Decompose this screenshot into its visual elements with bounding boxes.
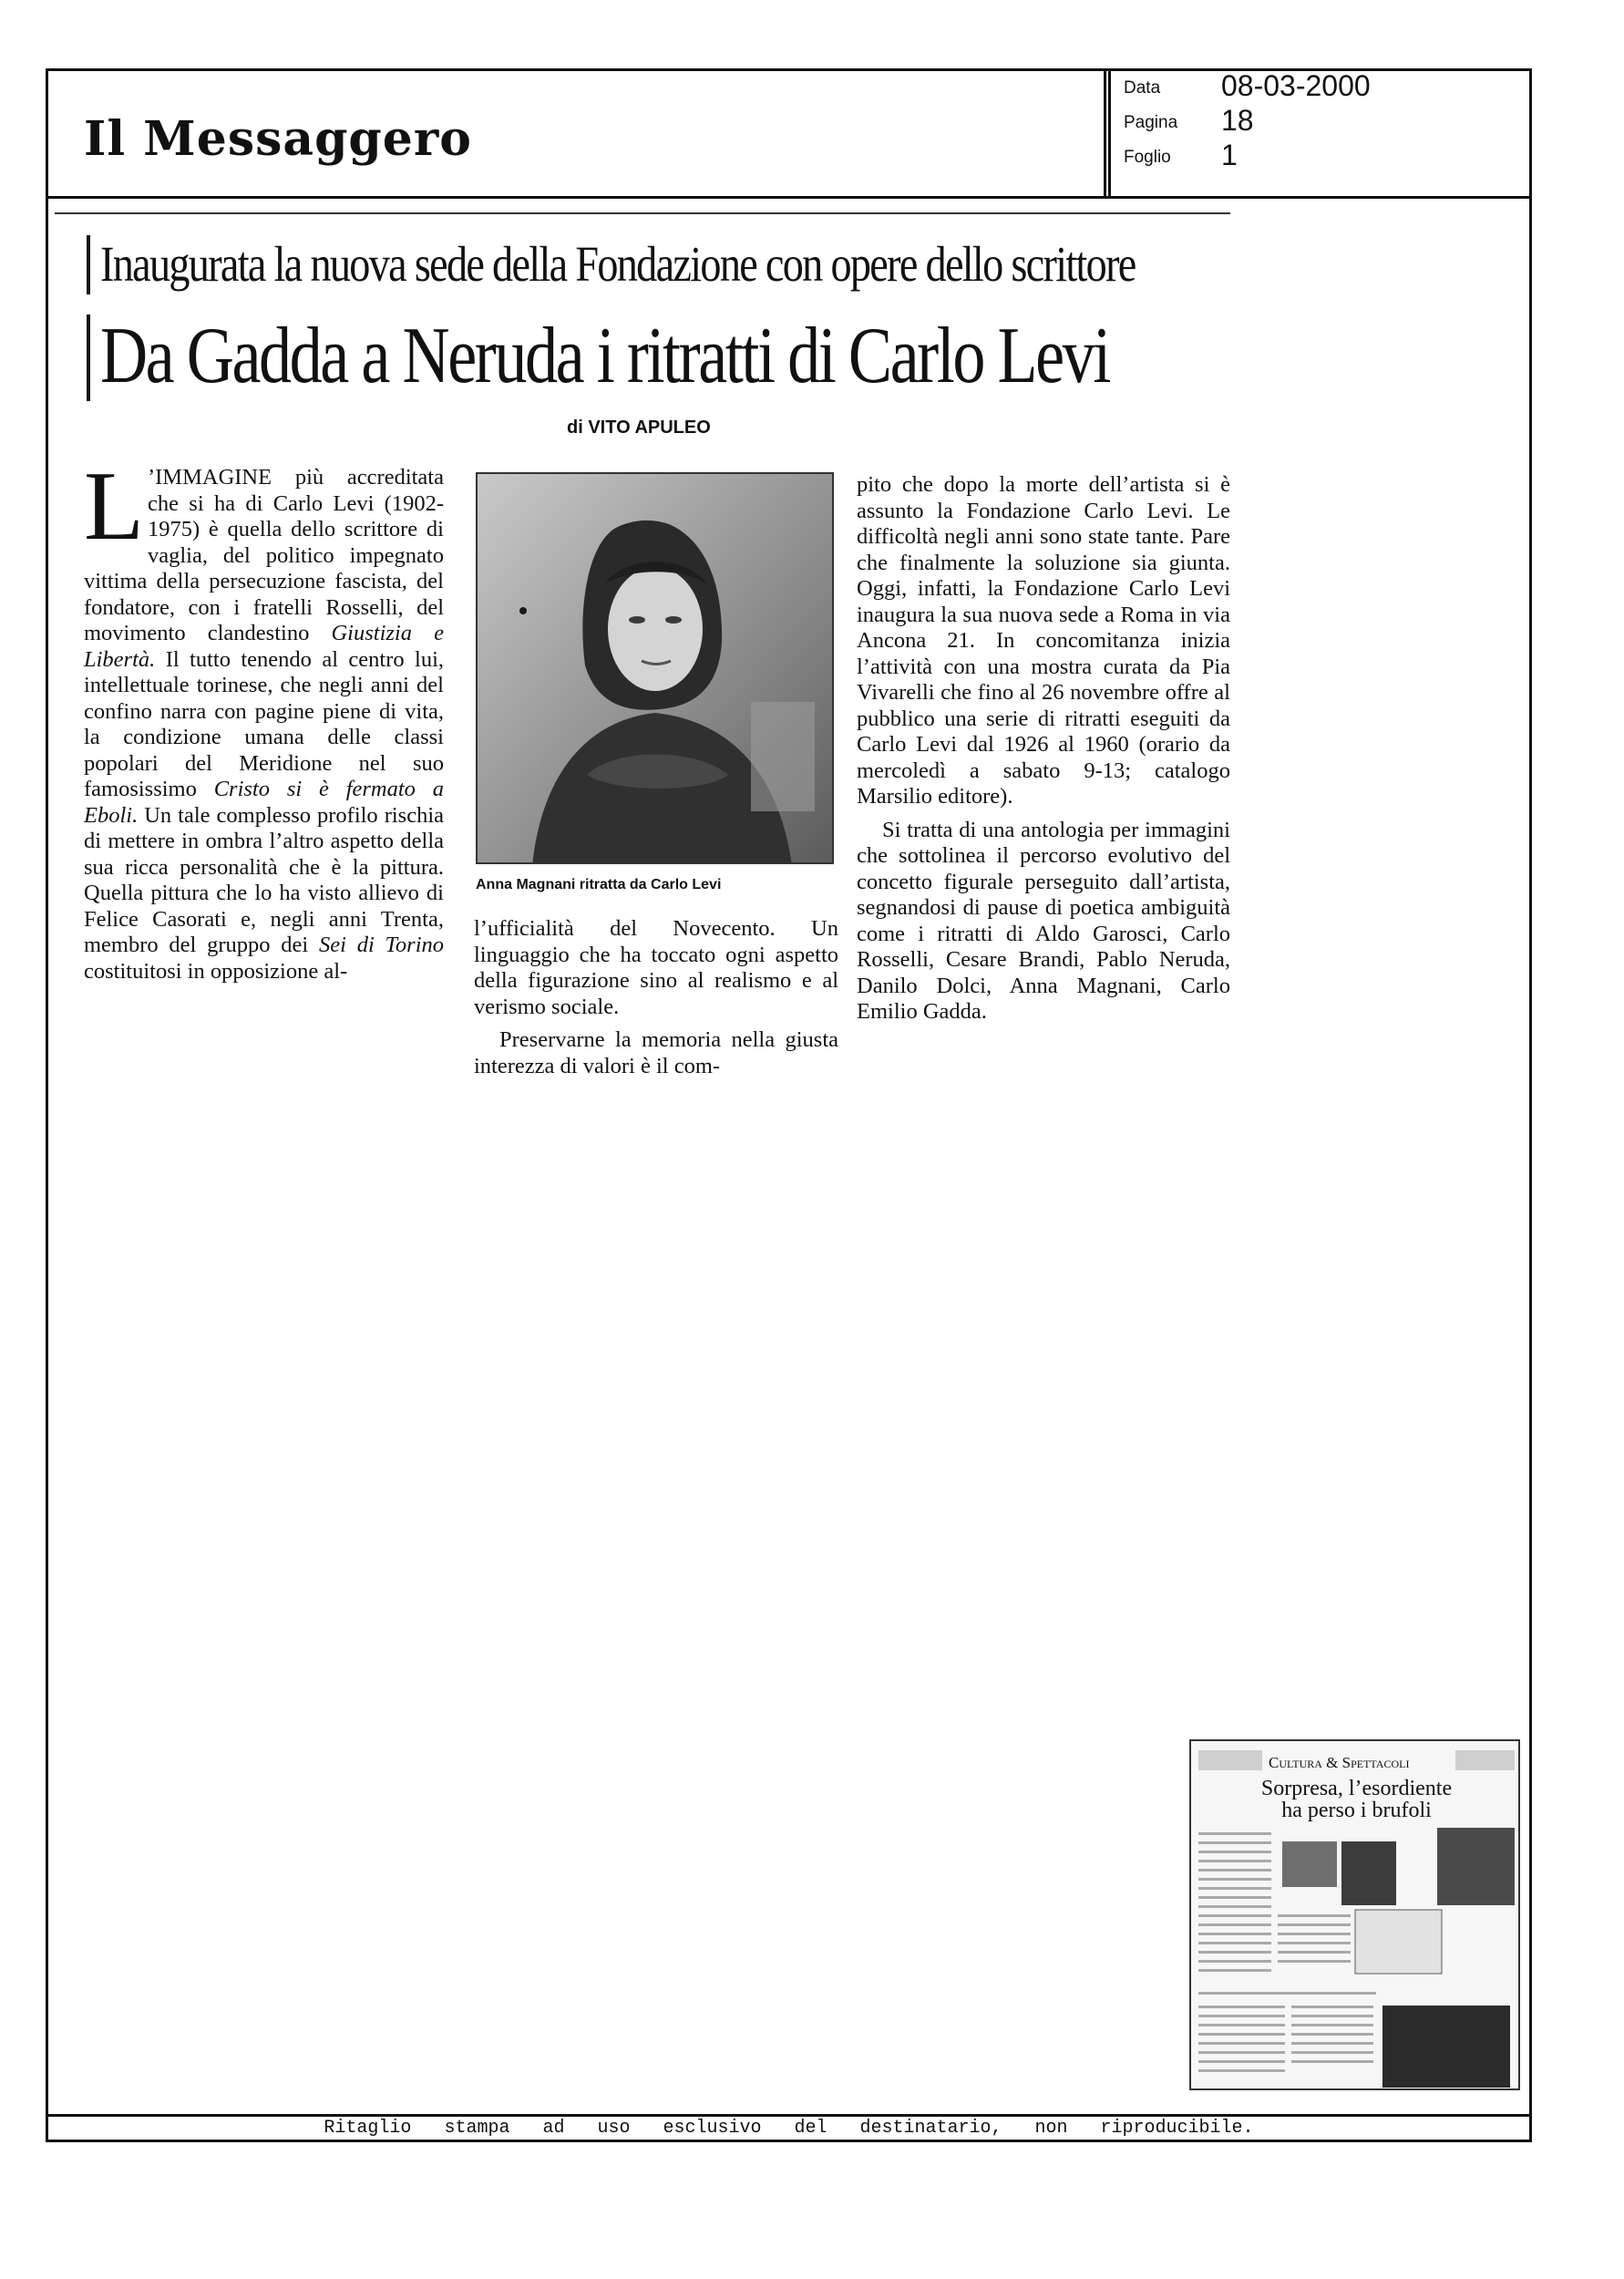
col3-paragraph-2: Si tratta di una antologia per immagini che sottolinea il percorso evolutivo del concetto figurale perseguito dall’artista, segnandosi di pause di poetica ambiguità come i ritratti di Aldo Garosci, Carlo Rosselli, Cesare Brandi, Pablo Neruda, Danilo Dolci, Anna Magnani, Carlo Emilio Gadda. bbox=[857, 817, 1230, 1024]
page-value: 18 bbox=[1221, 104, 1254, 137]
col1-text-1: più accreditata che si ha di Carlo Levi (1902-1975) è quella dello scrittore di vaglia, del politico impegnato vittima della persecuzione fascista, del fondatore, con i fratelli Rosselli, del movimento clandestino bbox=[84, 465, 444, 645]
col1-text-4: costituitosi in opposizione al- bbox=[84, 958, 348, 984]
col1-italic-3: Sei di Torino bbox=[319, 933, 445, 957]
lead-word: ’IMMAGINE bbox=[147, 465, 272, 490]
article-column-3 bbox=[857, 472, 1230, 1026]
sheet-value: 1 bbox=[1221, 139, 1238, 171]
footer-separator bbox=[46, 2114, 1532, 2117]
date-label: Data bbox=[1124, 78, 1161, 98]
footer-notice: Ritaglio stampa ad uso esclusivo del destinatario, non riproducibile. bbox=[324, 2118, 1254, 2139]
headline-bar bbox=[87, 315, 90, 401]
page-thumbnail bbox=[1189, 1739, 1520, 2090]
article-headline: Da Gadda a Neruda i ritratti di Carlo Levi bbox=[100, 312, 1109, 400]
article-column-2 bbox=[474, 916, 838, 1079]
page-label: Pagina bbox=[1124, 113, 1178, 132]
header-separator bbox=[46, 196, 1532, 199]
article-kicker: Inaugurata la nuova sede della Fondazione con opere dello scrittore bbox=[100, 236, 1136, 292]
newspaper-logo: Il Messaggero bbox=[84, 111, 472, 167]
drop-cap: L bbox=[84, 452, 144, 561]
portrait-photo bbox=[476, 472, 834, 864]
col1-text-3: Un tale complesso profilo rischia di mettere in ombra l’altro aspetto della sua ricca personalità che è la pittura. Quella pittura che lo ha visto allievo di Felice Casorati e, negli anni Trenta, membro del gruppo dei bbox=[84, 802, 444, 957]
article-column-1 bbox=[84, 452, 445, 985]
thumbnail-layout-sketch bbox=[1191, 1741, 1520, 2090]
sheet-label: Foglio bbox=[1124, 148, 1171, 167]
photo-caption: Anna Magnani ritratta da Carlo Levi bbox=[476, 877, 722, 892]
thumbnail-section-title: Cultura & Spettacoli bbox=[1269, 1754, 1410, 1771]
col2-paragraph-1: l’ufficialità del Novecento. Un linguaggio che ha toccato ogni aspetto della figurazione sino al realismo e al verismo sociale. bbox=[474, 916, 838, 1019]
col1-text-2: Il tutto tenendo al centro lui, intellettuale torinese, che negli anni del confino narra con pagine piene di vita, la condizione umana delle classi popolari del Meridione nel suo famosissimo bbox=[84, 646, 445, 801]
article-top-rule bbox=[55, 212, 1230, 214]
masthead-divider bbox=[1104, 68, 1111, 196]
kicker-bar bbox=[87, 235, 90, 294]
article-byline: di VITO APULEO bbox=[567, 418, 711, 438]
thumbnail-headline-line-1: Sorpresa, l’esordiente bbox=[1260, 1777, 1453, 1800]
col1-italic-2: Cristo si è fermato a Eboli. bbox=[84, 777, 444, 828]
date-value: 08-03-2000 bbox=[1221, 69, 1371, 102]
col3-paragraph-1: pito che dopo la morte dell’artista si è assunto la Fondazione Carlo Levi. Le difficoltà negli anni sono state tante. Pare che finalmente la soluzione sia giunta. Oggi, infatti, la Fondazione Carlo Levi inaugura la sua nuova sede a Roma in via Ancona 21. In concomitanza inizia l’attività con una mostra curata da Pia Vivarelli che fino al 26 novembre offre al pubblico una serie di ritratti eseguiti da Carlo Levi dal 1926 al 1960 (orario da mercoledì a sabato 9-13; catalogo Marsilio editore). bbox=[857, 472, 1230, 809]
col2-paragraph-2: Preservarne la memoria nella giusta interezza di valori è il com- bbox=[474, 1027, 838, 1078]
portrait-illustration bbox=[478, 474, 834, 864]
col1-italic-1: Giustizia e Libertà. bbox=[84, 621, 444, 672]
thumbnail-headline-line-2: ha perso i brufoli bbox=[1281, 1799, 1432, 1822]
